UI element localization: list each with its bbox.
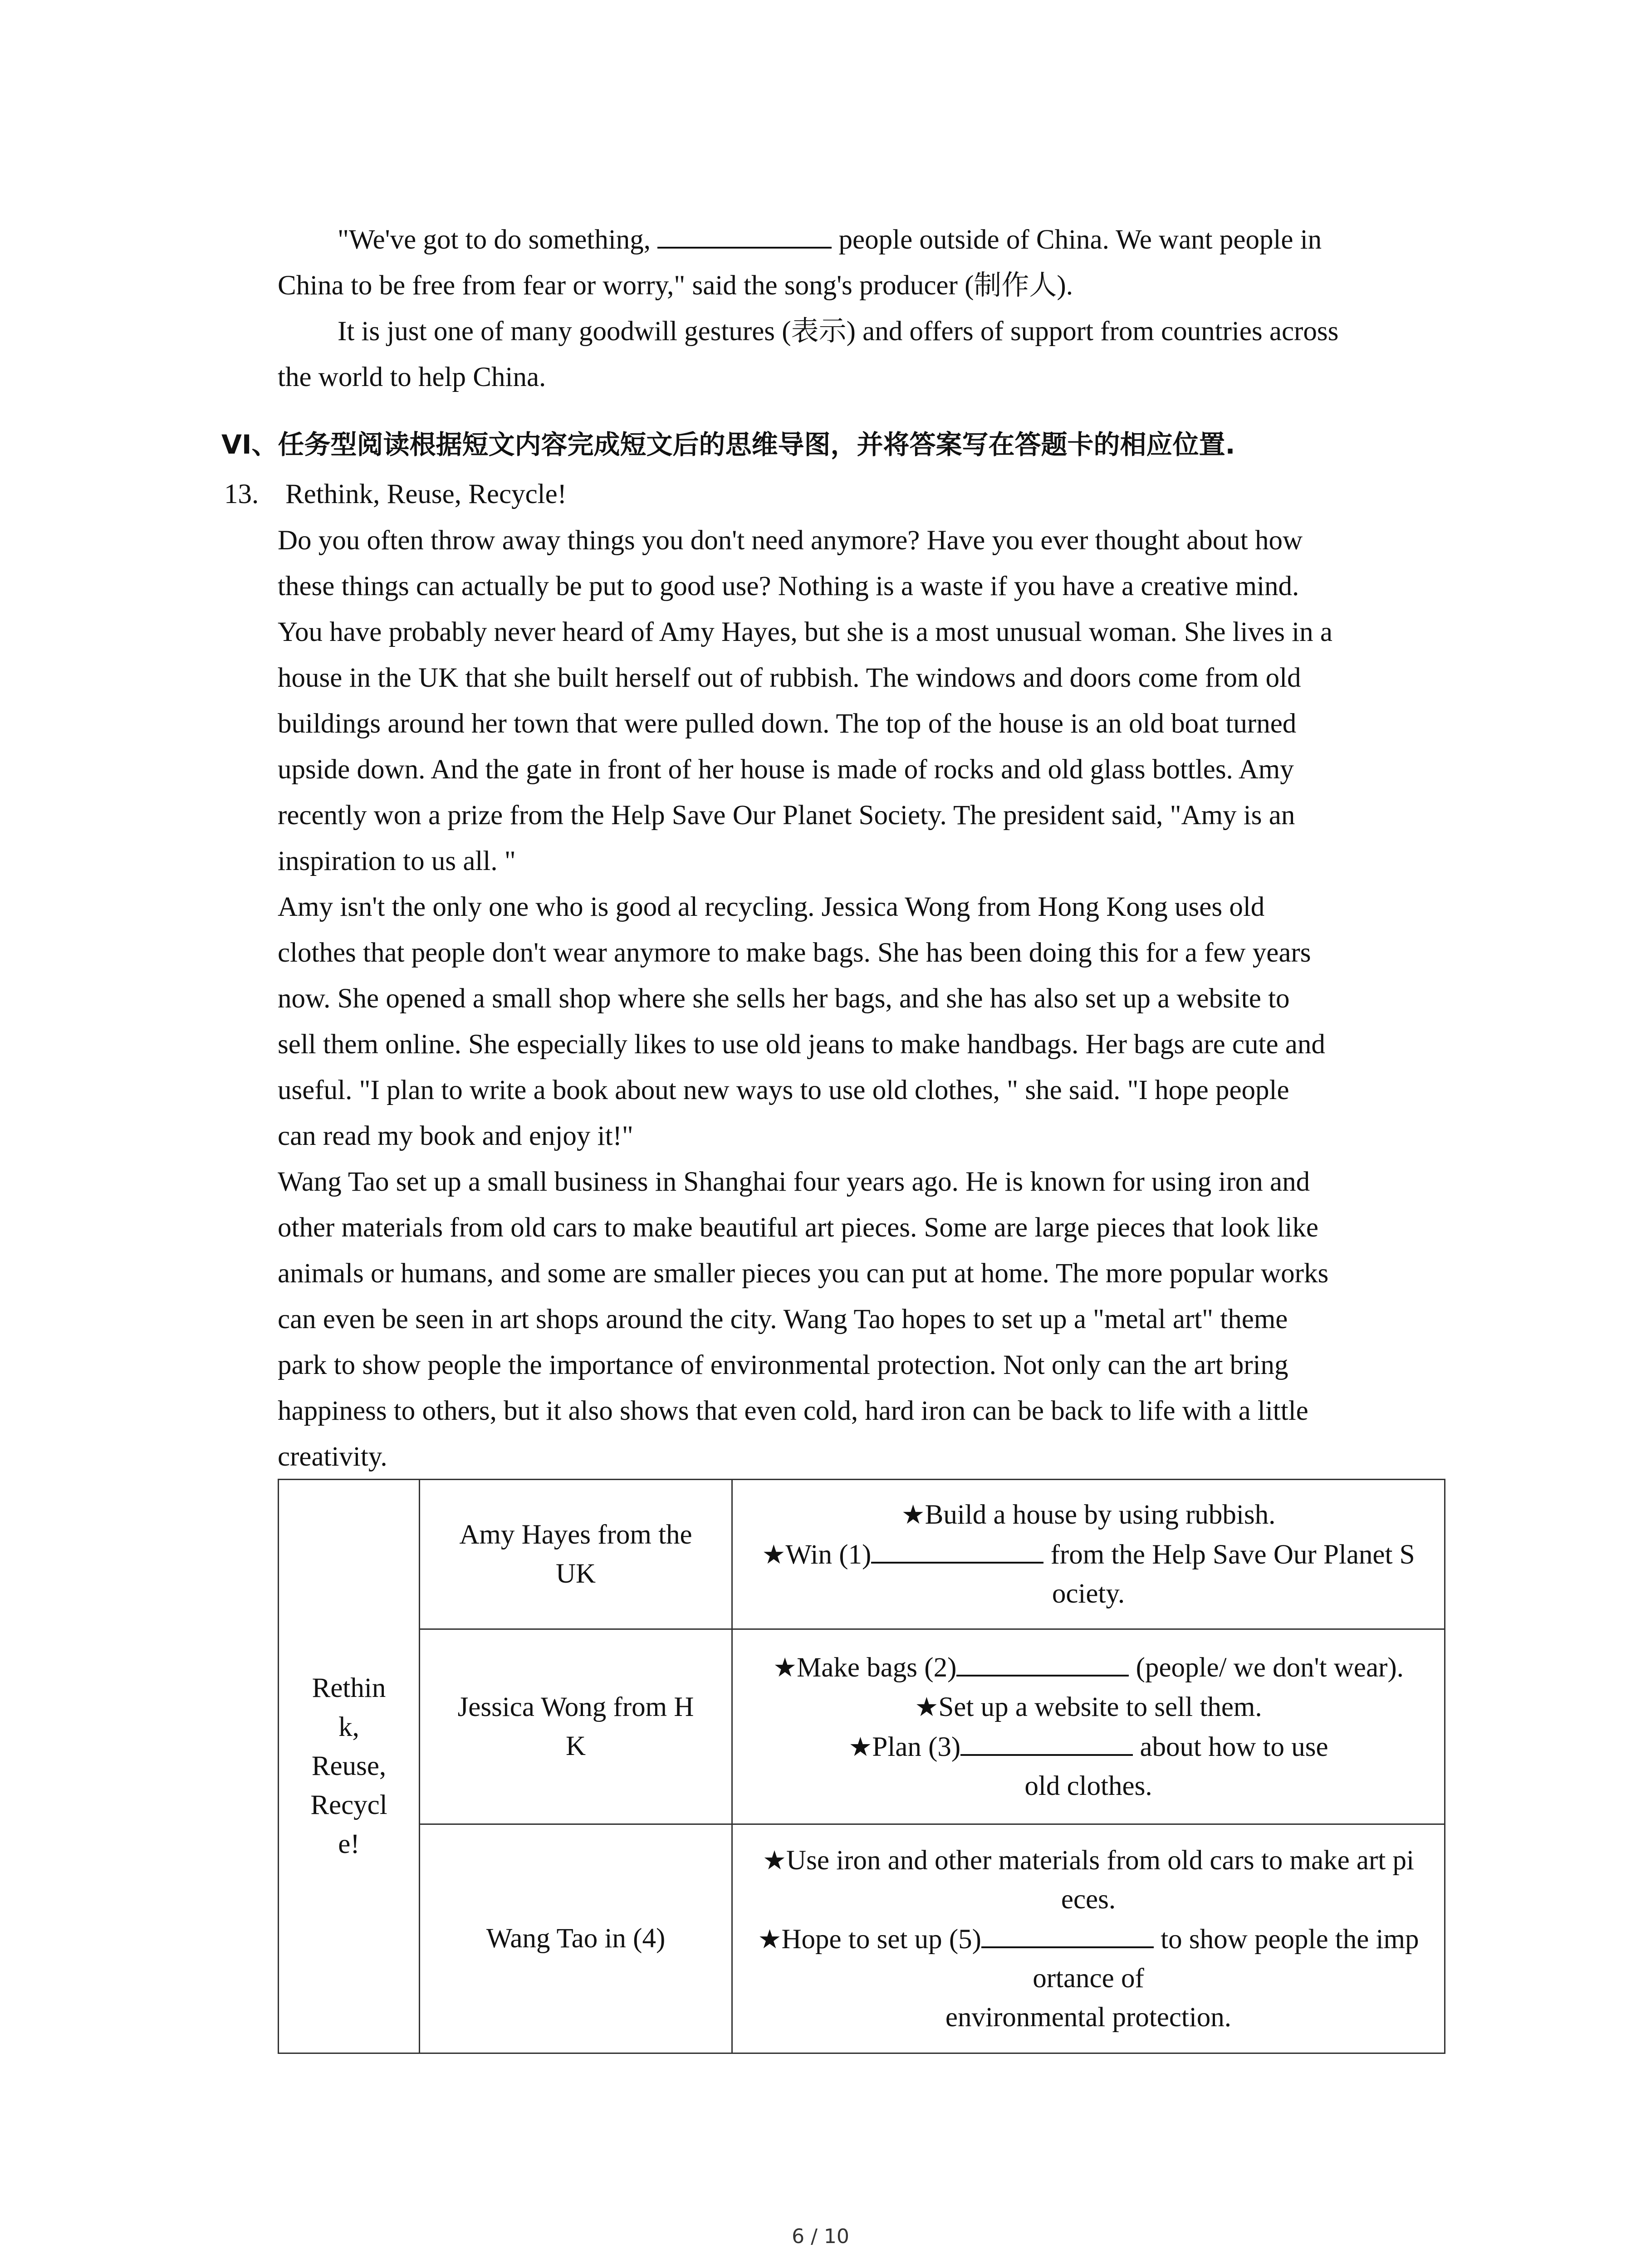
detail-text: environmental protection.	[945, 2002, 1232, 2033]
detail-text: Win (1)	[785, 1540, 872, 1570]
passage-line: Do you often throw away things you don't need anymore? Have you ever thought about how	[278, 525, 1303, 556]
root-text: Rethin	[312, 1673, 386, 1703]
passage-line: inspiration to us all. "	[278, 846, 516, 876]
table-row	[279, 1824, 1445, 2053]
page-number: 6 / 10	[792, 2225, 849, 2248]
passage-line: Wang Tao set up a small business in Shanghai four years ago. He is known for using iron and	[278, 1167, 1310, 1197]
detail-text: eces.	[1061, 1884, 1116, 1915]
detail-item	[741, 1495, 1436, 1535]
passage-line: useful. "I plan to write a book about new ways to use old clothes, " she said. "I hope people	[278, 1075, 1289, 1105]
reading-passage	[278, 518, 1448, 1480]
person-name: Jessica Wong from H	[457, 1691, 694, 1722]
detail-item	[741, 1535, 1436, 1574]
detail-text: about how to use	[1133, 1732, 1328, 1762]
detail-item	[741, 1687, 1436, 1727]
passage-line: now. She opened a small shop where she sells her bags, and she has also set up a website to	[278, 983, 1290, 1014]
passage-line: these things can actually be put to good use? Nothing is a waste if you have a creative mind.	[278, 571, 1299, 601]
root-text: Reuse,	[311, 1751, 387, 1781]
detail-text: to show people the imp	[1153, 1924, 1419, 1955]
mind-map-table	[278, 1479, 1445, 2054]
person-name: Amy Hayes from the	[459, 1519, 692, 1550]
mind-map-root-cell	[279, 1480, 420, 2053]
star-icon: ★	[901, 1499, 925, 1530]
detail-item	[741, 1841, 1436, 1880]
question-title: Rethink, Reuse, Recycle!	[285, 479, 567, 509]
passage-line: It is just one of many goodwill gestures (表示) and offers of support from countries across	[338, 316, 1339, 347]
passage-line: can read my book and enjoy it!"	[278, 1121, 633, 1151]
detail-item	[741, 1727, 1436, 1767]
table-row	[279, 1629, 1445, 1824]
detail-text: Use iron and other materials from old cars to make art pi	[786, 1845, 1414, 1876]
details-cell-wang	[732, 1824, 1445, 2053]
passage-line: other materials from old cars to make beautiful art pieces. Some are large pieces that look like	[278, 1212, 1318, 1243]
passage-line: buildings around her town that were pulled down. The top of the house is an old boat turned	[278, 709, 1297, 739]
star-icon: ★	[762, 1539, 786, 1570]
person-name: Wang Tao in (4)	[486, 1923, 666, 1954]
previous-passage	[278, 217, 1448, 400]
question-title-line	[224, 472, 567, 517]
passage-line: can even be seen in art shops around the city. Wang Tao hopes to set up a "metal art" theme	[278, 1304, 1288, 1334]
passage-line: China to be free from fear or worry," said the song's producer (制作人).	[278, 270, 1073, 301]
detail-text: Set up a website to sell them.	[938, 1692, 1262, 1722]
detail-text: Build a house by using rubbish.	[925, 1500, 1276, 1530]
answer-blank-5	[981, 1919, 1154, 1948]
answer-blank-2	[956, 1647, 1129, 1677]
star-icon: ★	[763, 1844, 787, 1876]
detail-item	[741, 1919, 1436, 1959]
root-text: k,	[338, 1712, 359, 1742]
answer-blank	[657, 220, 832, 249]
star-icon: ★	[915, 1691, 939, 1722]
detail-text: from the Help Save Our Planet S	[1043, 1540, 1415, 1570]
detail-item	[741, 1647, 1436, 1687]
person-name: K	[565, 1730, 586, 1761]
root-text: e!	[338, 1829, 360, 1859]
passage-line: animals or humans, and some are smaller pieces you can put at home. The more popular works	[278, 1258, 1329, 1289]
passage-line	[278, 217, 1448, 263]
detail-text: ortance of	[1033, 1963, 1144, 1994]
passage-line: park to show people the importance of environmental protection. Not only can the art bring	[278, 1350, 1288, 1380]
passage-line: house in the UK that she built herself out of rubbish. The windows and doors come from old	[278, 663, 1301, 693]
detail-text: (people/ we don't wear).	[1129, 1652, 1404, 1683]
detail-text: Make bags (2)	[797, 1652, 957, 1683]
passage-line: You have probably never heard of Amy Hayes, but she is a most unusual woman. She lives in a	[278, 617, 1332, 647]
detail-text: ociety.	[1052, 1579, 1125, 1609]
table-row	[279, 1480, 1445, 1629]
passage-line: creativity.	[278, 1442, 387, 1472]
person-name: UK	[555, 1558, 596, 1589]
text-fragment: people outside of China. We want people in	[832, 225, 1322, 255]
root-text: Recycl	[310, 1790, 387, 1820]
person-cell-jessica	[420, 1629, 732, 1824]
detail-text: Plan (3)	[872, 1732, 961, 1762]
question-number: 13.	[224, 479, 259, 509]
answer-blank-3	[960, 1727, 1133, 1756]
person-cell-amy	[420, 1480, 732, 1629]
passage-line: recently won a prize from the Help Save Our Planet Society. The president said, "Amy is an	[278, 800, 1295, 831]
person-cell-wang	[420, 1824, 732, 2053]
answer-blank-1	[871, 1535, 1043, 1564]
passage-line: clothes that people don't wear anymore to make bags. She has been doing this for a few years	[278, 938, 1311, 968]
passage-line: the world to help China.	[278, 362, 546, 392]
star-icon: ★	[848, 1731, 872, 1762]
details-cell-amy	[732, 1480, 1445, 1629]
detail-text: Hope to set up (5)	[781, 1924, 981, 1955]
passage-line: happiness to others, but it also shows that even cold, hard iron can be back to life with a little	[278, 1396, 1308, 1426]
details-cell-jessica	[732, 1629, 1445, 1824]
star-icon: ★	[773, 1652, 797, 1683]
star-icon: ★	[758, 1923, 782, 1955]
passage-line: upside down. And the gate in front of her house is made of rocks and old glass bottles. Amy	[278, 754, 1294, 785]
text-fragment: "We've got to do something,	[338, 225, 658, 255]
passage-line: Amy isn't the only one who is good al recycling. Jessica Wong from Hong Kong uses old	[278, 892, 1265, 922]
section-heading: VI、任务型阅读根据短文内容完成短文后的思维导图，并将答案写在答题卡的相应位置.	[221, 429, 1235, 460]
passage-line: sell them online. She especially likes to use old jeans to make handbags. Her bags are cute and	[278, 1029, 1325, 1060]
detail-text: old clothes.	[1024, 1771, 1152, 1801]
